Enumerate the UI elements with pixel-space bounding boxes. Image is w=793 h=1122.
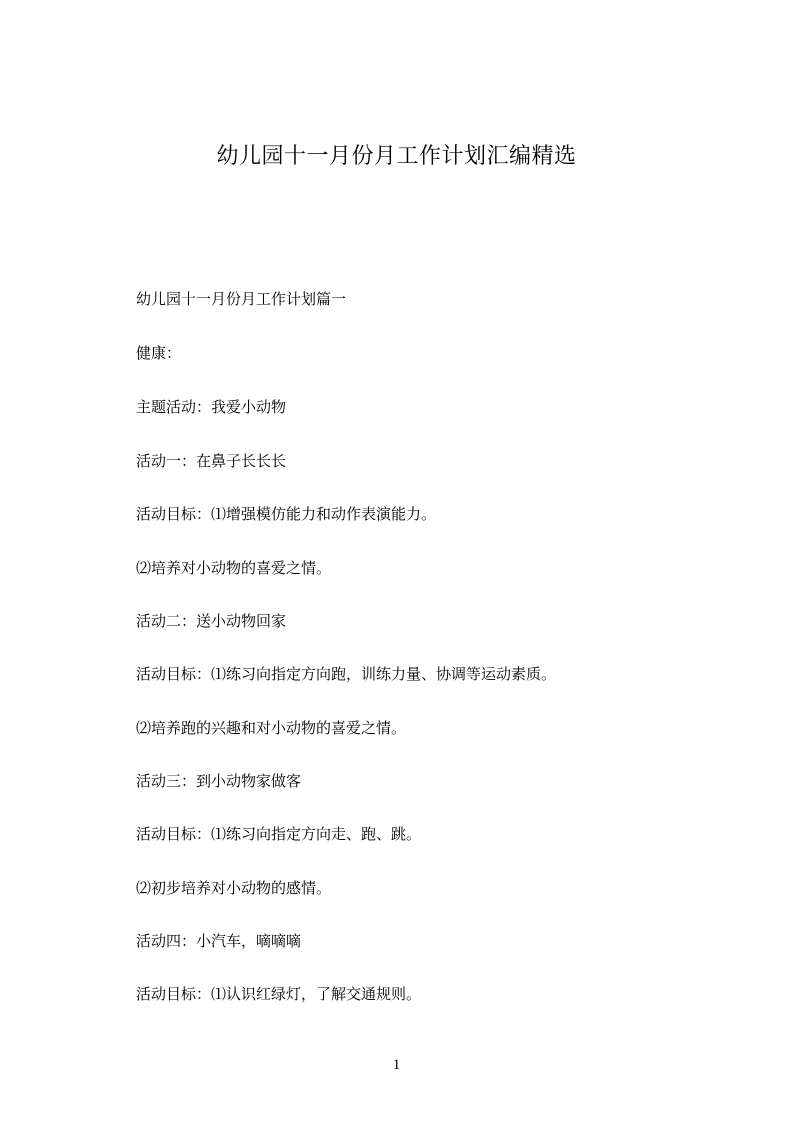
activity-goal-item: ⑵培养跑的兴趣和对小动物的喜爱之情。	[136, 719, 407, 737]
activity-goal: 活动目标：⑴增强模仿能力和动作表演能力。	[136, 505, 437, 523]
activity-title: 活动二：送小动物回家	[136, 612, 287, 630]
document-title: 幼儿园十一月份月工作计划汇编精选	[216, 144, 577, 169]
activity-title: 活动三：到小动物家做客	[136, 772, 302, 790]
activity-goal: 活动目标：⑴练习向指定方向跑，训练力量、协调等运动素质。	[136, 665, 557, 683]
activity-goal: 活动目标：⑴认识红绿灯，了解交通规则。	[136, 985, 422, 1003]
activity-goal-item: ⑵初步培养对小动物的感情。	[136, 879, 332, 897]
activity-goal-item: ⑵培养对小动物的喜爱之情。	[136, 559, 332, 577]
page-number: 1	[392, 1057, 401, 1073]
category-label: 健康：	[136, 344, 182, 362]
activity-goal: 活动目标：⑴练习向指定方向走、跑、跳。	[136, 825, 422, 843]
theme-activity: 主题活动：我爱小动物	[136, 398, 287, 416]
activity-title: 活动四：小汽车，嘀嘀嘀	[136, 932, 302, 950]
activity-title: 活动一：在鼻子长长长	[136, 452, 287, 470]
section-heading: 幼儿园十一月份月工作计划篇一	[136, 290, 347, 308]
